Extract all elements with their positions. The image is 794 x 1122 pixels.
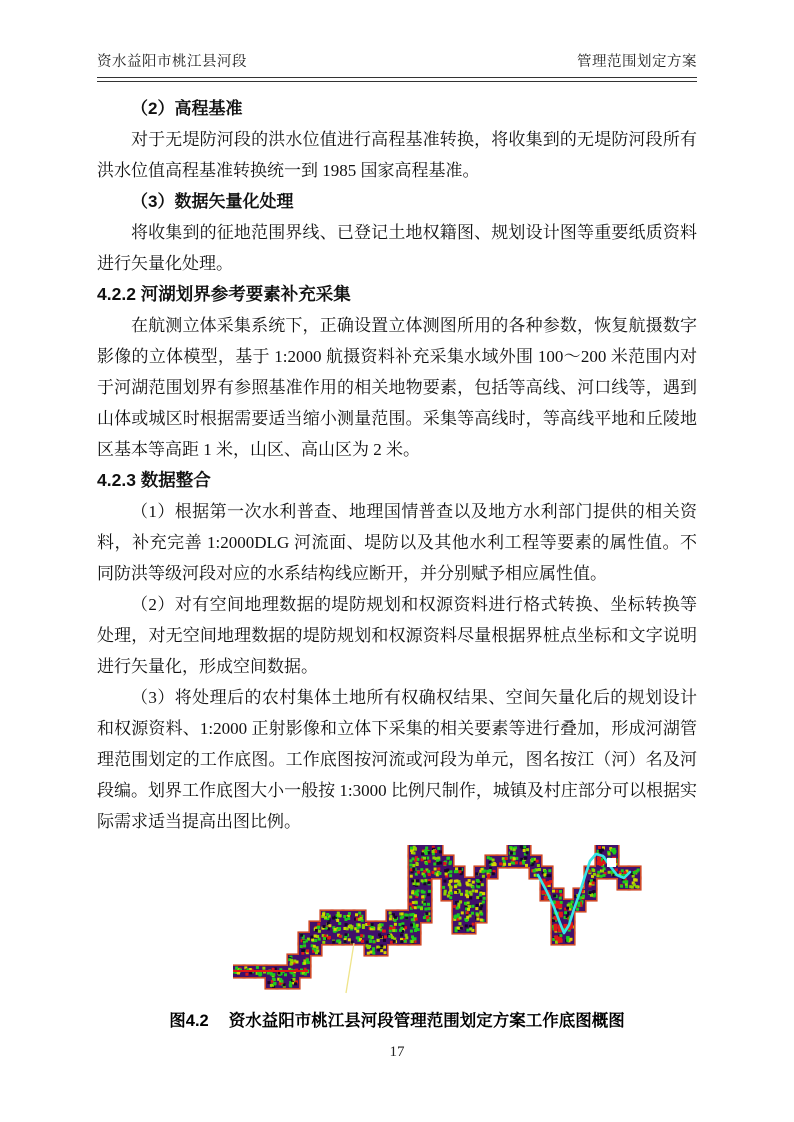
paragraph: 将收集到的征地范围界线、已登记土地权籍图、规划设计图等重要纸质资料进行矢量化处理。 bbox=[97, 223, 697, 273]
heading-4-2-2: 4.2.2 河湖划界参考要素补充采集 bbox=[97, 284, 351, 304]
map-figure-svg bbox=[233, 845, 653, 997]
heading-vectorization: （3）数据矢量化处理 bbox=[131, 192, 294, 211]
document-content bbox=[97, 93, 697, 837]
page-header bbox=[97, 52, 697, 72]
page-number: 17 bbox=[389, 1044, 405, 1060]
heading-4-2-3: 4.2.3 数据整合 bbox=[97, 470, 211, 490]
header-right-title: 管理范围划定方案 bbox=[577, 54, 697, 70]
paragraph: 在航测立体采集系统下，正确设置立体测图所用的各种参数，恢复航摄数字影像的立体模型，基于 1:2000 航摄资料补充采集水域外围 100～200 米范围内对于河湖范围划界有参照基准作用的相关地物要素，包括等高线、河口线等，遇到山体或城区时根据需要适当缩小测量范围。采集等高线时，等高线平地和丘陵地区基本等高距 1 米，山区、高山区为 2 米。 bbox=[97, 316, 697, 459]
figure-caption bbox=[97, 1007, 697, 1031]
map-figure bbox=[233, 845, 653, 997]
paragraph: （1）根据第一次水利普查、地理国情普查以及地方水利部门提供的相关资料，补充完善 1:2000DLG 河流面、堤防以及其他水利工程等要素的属性值。不同防洪等级河段对应的水系结构线应断开，并分别赋予相应属性值。 bbox=[97, 502, 697, 583]
header-left-title: 资水益阳市桃江县河段 bbox=[97, 54, 247, 70]
figure-area bbox=[97, 845, 697, 1031]
paragraph: （3）将处理后的农村集体土地所有权确权结果、空间矢量化后的规划设计和权源资料、1:2000 正射影像和立体下采集的相关要素等进行叠加，形成河湖管理范围划定的工作底图。工作底图按河流或河段为单元，图名按江（河）名及河段编。划界工作底图大小一般按 1:3000 比例尺制作，城镇及村庄部分可以根据实际需求适当提高出图比例。 bbox=[97, 688, 697, 831]
header-rule bbox=[97, 77, 697, 82]
heading-elevation-datum: （2）高程基准 bbox=[131, 99, 243, 118]
paragraph: （2）对有空间地理数据的堤防规划和权源资料进行格式转换、坐标转换等处理，对无空间地理数据的堤防规划和权源资料尽量根据界桩点坐标和文字说明进行矢量化，形成空间数据。 bbox=[97, 595, 697, 676]
paragraph: 对于无堤防河段的洪水位值进行高程基准转换，将收集到的无堤防河段所有洪水位值高程基准转换统一到 1985 国家高程基准。 bbox=[97, 130, 697, 180]
figure-caption-text: 资水益阳市桃江县河段管理范围划定方案工作底图概图 bbox=[228, 1012, 625, 1030]
figure-caption-label: 图4.2 bbox=[169, 1012, 209, 1030]
